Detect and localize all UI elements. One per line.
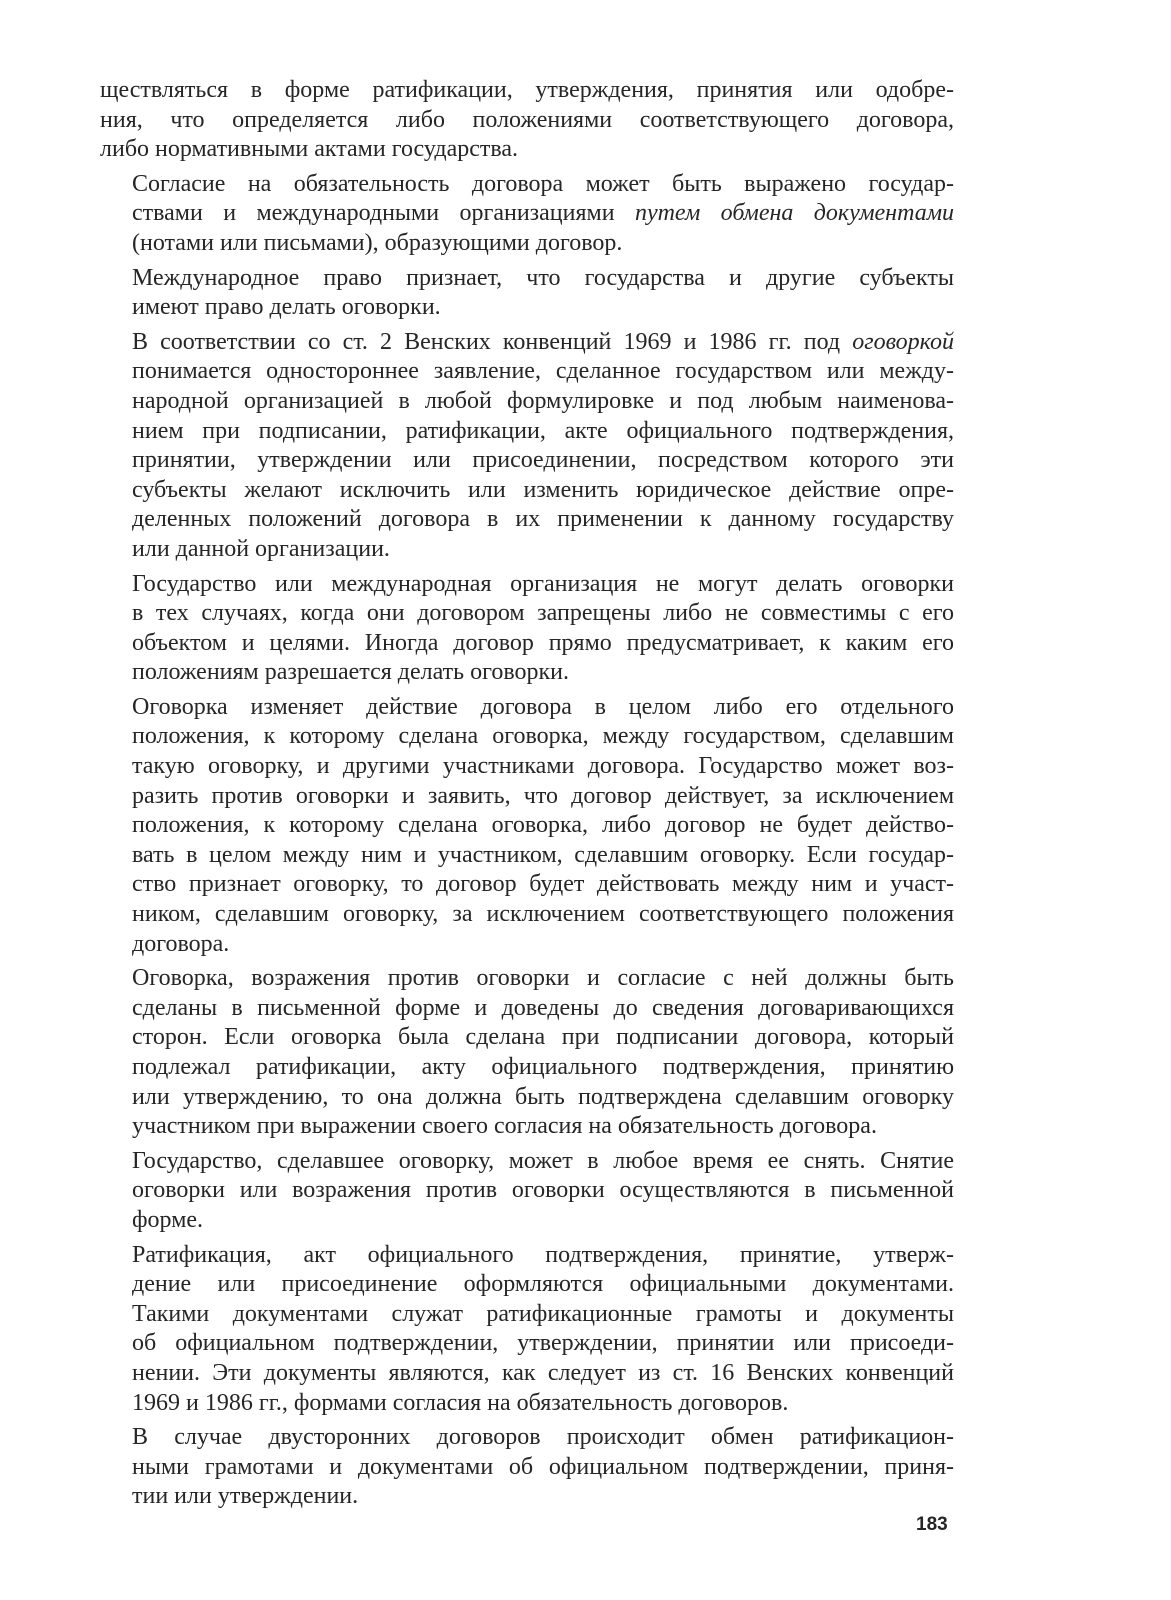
text-line: Ратификация, акт официального подтверждения, принятие, утверж- [132, 1241, 954, 1268]
text-line: народной организацией в любой формулировке и под любым наименова- [132, 387, 954, 414]
text-line: положения, к которому сделана оговорка, между государством, сделавшим [132, 723, 954, 750]
text-line: ными грамотами и документами об официальном подтверждении, приня- [132, 1453, 954, 1480]
text-line: деленных положений договора в их применении к данному государству [132, 506, 954, 533]
italic-term: оговоркой [852, 328, 954, 355]
text-line: подлежал ратификации, акту официального подтверждения, принятию [132, 1054, 954, 1080]
text-line: нении. Эти документы являются, как следует из ст. 16 Венских конвенций [132, 1359, 954, 1386]
text-line: договора. [132, 930, 230, 957]
text-line: форме. [132, 1206, 204, 1233]
text-line: разить против оговорки и заявить, что договор действует, за исключением [132, 782, 954, 809]
text-line: Государство или международная организация не могут делать оговорки [132, 570, 954, 597]
text-line: В случае двусторонних договоров происходит обмен ратификацион- [132, 1424, 954, 1451]
text-line: или данной организации. [132, 535, 390, 562]
paragraph-5 [100, 570, 954, 688]
paragraph-10 [100, 1423, 954, 1512]
page-text [100, 76, 954, 1517]
text-line: Международное право признает, что государства и другие субъекты [132, 264, 954, 291]
paragraph-4 [100, 328, 954, 565]
text-line: ником, сделавшим оговорку, за исключением соответствующего положения [132, 901, 954, 928]
paragraph-6 [100, 693, 954, 959]
text-line: тии или утверждении. [132, 1483, 359, 1510]
text-line: положения, к которому сделана оговорка, либо договор не будет действо- [132, 812, 954, 839]
text-line: субъекты желают исключить или изменить юридическое действие опре- [132, 476, 954, 503]
text-line: вать в целом между ним и участником, сделавшим оговорку. Если государ- [132, 841, 954, 868]
text-line: принятии, утверждении или присоединении, посредством которого эти [132, 447, 954, 474]
text-line: оговорки или возражения против оговорки осуществляются в письменной [132, 1177, 954, 1204]
text-line: понимается одностороннее заявление, сделанное государством или между- [132, 358, 954, 385]
text-line: участником при выражении своего согласия на обязательность договора. [132, 1113, 877, 1140]
text-line: дение или присоединение оформляются официальными документами. [132, 1271, 954, 1298]
text-line: Согласие на обязательность договора может быть выражено государ- [132, 170, 954, 197]
text-line: объектом и целями. Иногда договор прямо предусматривает, к каким его [132, 629, 954, 656]
text-line: Такими документами служат ратификационные грамоты и документы [132, 1300, 954, 1327]
paragraph-1 [100, 76, 954, 165]
page-number: 183 [916, 1514, 948, 1535]
text-line: ществляться в форме ратификации, утверждения, принятия или одобре- [100, 77, 954, 103]
text-line: Оговорка, возражения против оговорки и согласие с ней должны быть [132, 965, 954, 992]
text-line: такую оговорку, и другими участниками договора. Государство может воз- [132, 753, 954, 780]
text-line: об официальном подтверждении, утверждении, принятии или присоеди- [132, 1330, 954, 1357]
text-line: либо нормативными актами государства. [100, 136, 519, 163]
paragraph-9 [100, 1241, 954, 1419]
paragraph-7 [100, 964, 954, 1142]
text-line: 1969 и 1986 гг., формами согласия на обязательность договоров. [132, 1389, 789, 1416]
text-line: (нотами или письмами), образующими договор. [132, 229, 623, 256]
text-line: положениям разрешается делать оговорки. [132, 659, 570, 686]
text-line: ния, что определяется либо положениями соответствующего договора, [100, 106, 954, 133]
text-line: сделаны в письменной форме и доведены до сведения договаривающихся [132, 994, 954, 1021]
text-segment: ствами и международными организациями [132, 200, 635, 227]
text-segment: В соответствии со ст. 2 Венских конвенций 1969 и 1986 гг. под [132, 328, 853, 355]
paragraph-8 [100, 1147, 954, 1236]
text-line: в тех случаях, когда они договором запрещены либо не совместимы с его [132, 600, 954, 627]
italic-term: путем обмена документами [634, 200, 955, 227]
text-line: нием при подписании, ратификации, акте официального подтверждения, [132, 417, 954, 444]
text-line: Государство, сделавшее оговорку, может в любое время ее снять. Снятие [132, 1147, 954, 1174]
paragraph-2 [100, 170, 954, 259]
text-line [100, 199, 954, 229]
text-line: Оговорка изменяет действие договора в целом либо его отдельного [132, 693, 954, 720]
paragraph-3 [100, 264, 954, 323]
text-line: ство признает оговорку, то договор будет действовать между ним и участ- [132, 871, 954, 898]
text-line [100, 328, 954, 358]
text-line: имеют право делать оговорки. [132, 294, 441, 321]
text-line: или утверждению, то она должна быть подтверждена сделавшим оговорку [132, 1083, 954, 1110]
text-line: сторон. Если оговорка была сделана при подписании договора, который [132, 1024, 954, 1051]
